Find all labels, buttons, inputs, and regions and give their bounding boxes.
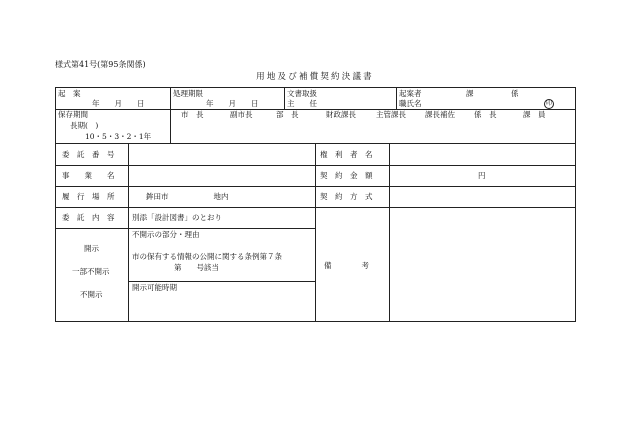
kenrisha-mei-label: 権 利 者 名 xyxy=(320,150,373,159)
approver-shukan-kacho: 主管課長 xyxy=(376,110,406,119)
form-number: 様式第41号(第95条関係) xyxy=(55,60,146,69)
ka-label: 課 xyxy=(466,89,474,98)
bunsho-toriatsukai-label: 文書取扱 xyxy=(287,89,317,98)
itaku-naiyo-label: 委 託 内 容 xyxy=(62,213,115,222)
rule-right-label-col xyxy=(389,143,390,321)
rule-top xyxy=(55,87,576,88)
rule-mid-col xyxy=(315,143,316,321)
jigyo-mei-label: 事 業 名 xyxy=(62,171,115,180)
rule-row1-a xyxy=(170,87,171,109)
hozon-kikan-options[interactable]: 10・5・3・2・1年 xyxy=(85,132,152,141)
shori-kigen-label: 処理期限 xyxy=(173,89,203,98)
shori-kigen-date[interactable]: 年 月 日 xyxy=(206,99,259,108)
approver-fukushicho: 副市長 xyxy=(230,110,253,119)
shokushimei-label: 職氏名 xyxy=(399,99,422,108)
shunin-label: 主 任 xyxy=(287,99,317,108)
seal-stamp-icon: 印 xyxy=(545,100,552,107)
riko-basho-label: 履 行 場 所 xyxy=(62,192,115,201)
rule-right xyxy=(575,87,576,322)
keiyaku-hoshiki-label: 契 約 方 式 xyxy=(320,192,373,201)
itaku-bango-label: 委 託 番 号 xyxy=(62,150,115,159)
fukaiji-reason-label: 不開示の部分・理由 xyxy=(132,230,200,239)
approver-kacho-hosa: 課長補佐 xyxy=(425,110,455,119)
approver-zaisei-kacho: 財政課長 xyxy=(326,110,356,119)
itaku-naiyo-value[interactable]: 別添「設計図書」のとおり xyxy=(132,213,222,222)
approver-bucho: 部 長 xyxy=(276,110,299,119)
rule-row6-bottom xyxy=(55,228,315,229)
rule-disclosure-split xyxy=(128,281,315,282)
kian-date[interactable]: 年 月 日 xyxy=(92,99,145,108)
rule-row1-c xyxy=(396,87,397,109)
approver-kakaricho: 係 長 xyxy=(474,110,497,119)
fukaiji-reason-line2: 第 号該当 xyxy=(174,263,219,272)
choki-label: 長期( ) xyxy=(70,121,99,130)
ichibu-fukaiji-option[interactable]: 一部不開示 xyxy=(72,267,110,276)
hozon-kikan-label: 保存期間 xyxy=(58,110,88,119)
kian-label: 起 案 xyxy=(58,89,81,98)
kaiji-option[interactable]: 開示 xyxy=(84,244,99,253)
rule-label-col xyxy=(128,143,129,321)
biko-label: 備 考 xyxy=(324,261,369,270)
rule-row1-b xyxy=(284,87,285,109)
approver-shicho: 市 長 xyxy=(181,110,204,119)
document-title: 用地及び補償契約決議書 xyxy=(256,72,374,82)
rule-left xyxy=(55,87,56,322)
kakari-label: 係 xyxy=(511,89,519,98)
riko-basho-value[interactable]: 鉾田市 地内 xyxy=(146,192,229,201)
kaiji-kano-jiki-label: 開示可能時期 xyxy=(132,283,177,292)
rule-row1-bottom xyxy=(55,109,576,110)
fukaiji-reason-line1: 市の保有する情報の公開に関する条例第７条 xyxy=(132,252,282,261)
rule-bottom xyxy=(55,321,576,322)
keiyaku-kingaku-label: 契 約 金 額 xyxy=(320,171,373,180)
fukaiji-option[interactable]: 不開示 xyxy=(80,290,103,299)
approver-kain: 課 員 xyxy=(523,110,546,119)
rule-row2-a xyxy=(170,109,171,143)
currency-unit: 円 xyxy=(478,171,486,180)
kiansha-label: 起案者 xyxy=(399,89,422,98)
